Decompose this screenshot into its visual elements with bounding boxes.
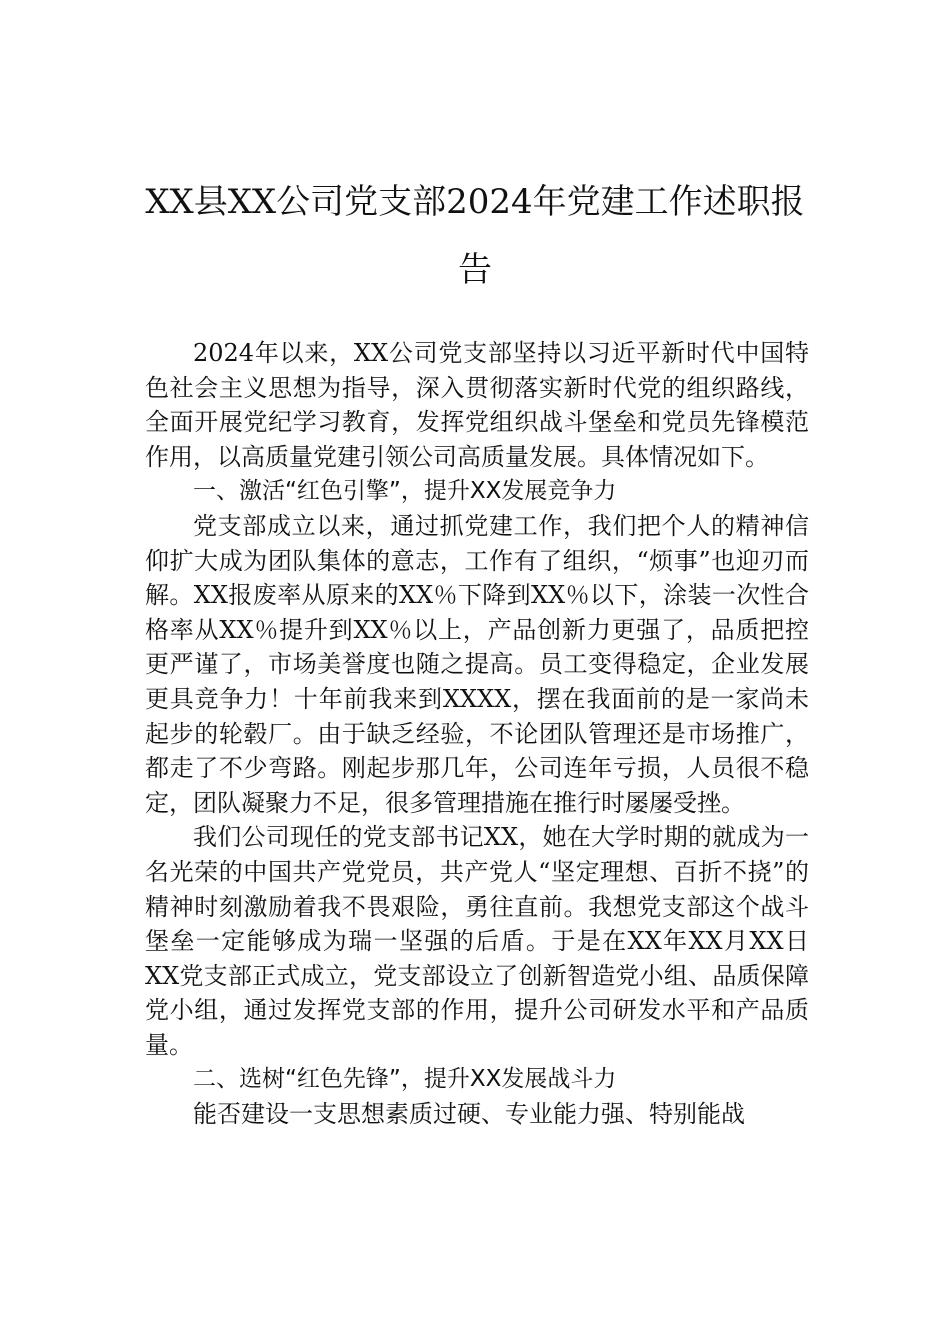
body-paragraph-intro: 2024年以来，XX公司党支部坚持以习近平新时代中国特色社会主义思想为指导，深入贯彻落实新时代党的组织路线，全面开展党纪学习教育，发挥党组织战斗堡垒和党员先锋模范作用，以高质量党建引领公司高质量发展。具体情况如下。 xyxy=(145,339,809,471)
section-heading-2: 二、选树“红色先锋”，提升XX发展战斗力 xyxy=(193,1066,617,1093)
body-paragraph: 党支部成立以来，通过抓党建工作，我们把个人的精神信仰扩大成为团队集体的意志，工作有了组织，“烦事”也迎刃而解。XX报废率从原来的XX％下降到XX％以下，涂装一次性合格率从XX％提升到XX％以上，产品创新力更强了，品质把控更严谨了，市场美誉度也随之提高。员工变得稳定，企业发展更具竞争力！十年前我来到XXXX，摆在我面前的是一家尚未起步的轮毂厂。由于缺乏经验，不论团队管理还是市场推广，都走了不少弯路。刚起步那几年，公司连年亏损，人员很不稳定，团队凝聚力不足，很多管理措施在推行时屡屡受挫。 xyxy=(145,511,809,817)
document-title: XX县XX公司党支部2024年党建工作述职报告 xyxy=(145,182,805,290)
document-body xyxy=(145,336,809,1132)
body-paragraph: 我们公司现任的党支部书记XX，她在大学时期的就成为一名光荣的中国共产党党员，共产党人“坚定理想、百折不挠”的精神时刻激励着我不畏艰险，勇往直前。我想党支部这个战斗堡垒一定能够成为瑞一坚强的后盾。于是在XX年XX月XX日XX党支部正式成立，党支部设立了创新智造党小组、品质保障党小组，通过发挥党支部的作用，提升公司研发水平和产品质量。 xyxy=(145,823,809,1059)
section-heading-1: 一、激活“红色引擎”，提升XX发展竞争力 xyxy=(193,478,617,505)
body-paragraph-truncated: 能否建设一支思想素质过硬、专业能力强、特别能战 xyxy=(193,1100,745,1129)
